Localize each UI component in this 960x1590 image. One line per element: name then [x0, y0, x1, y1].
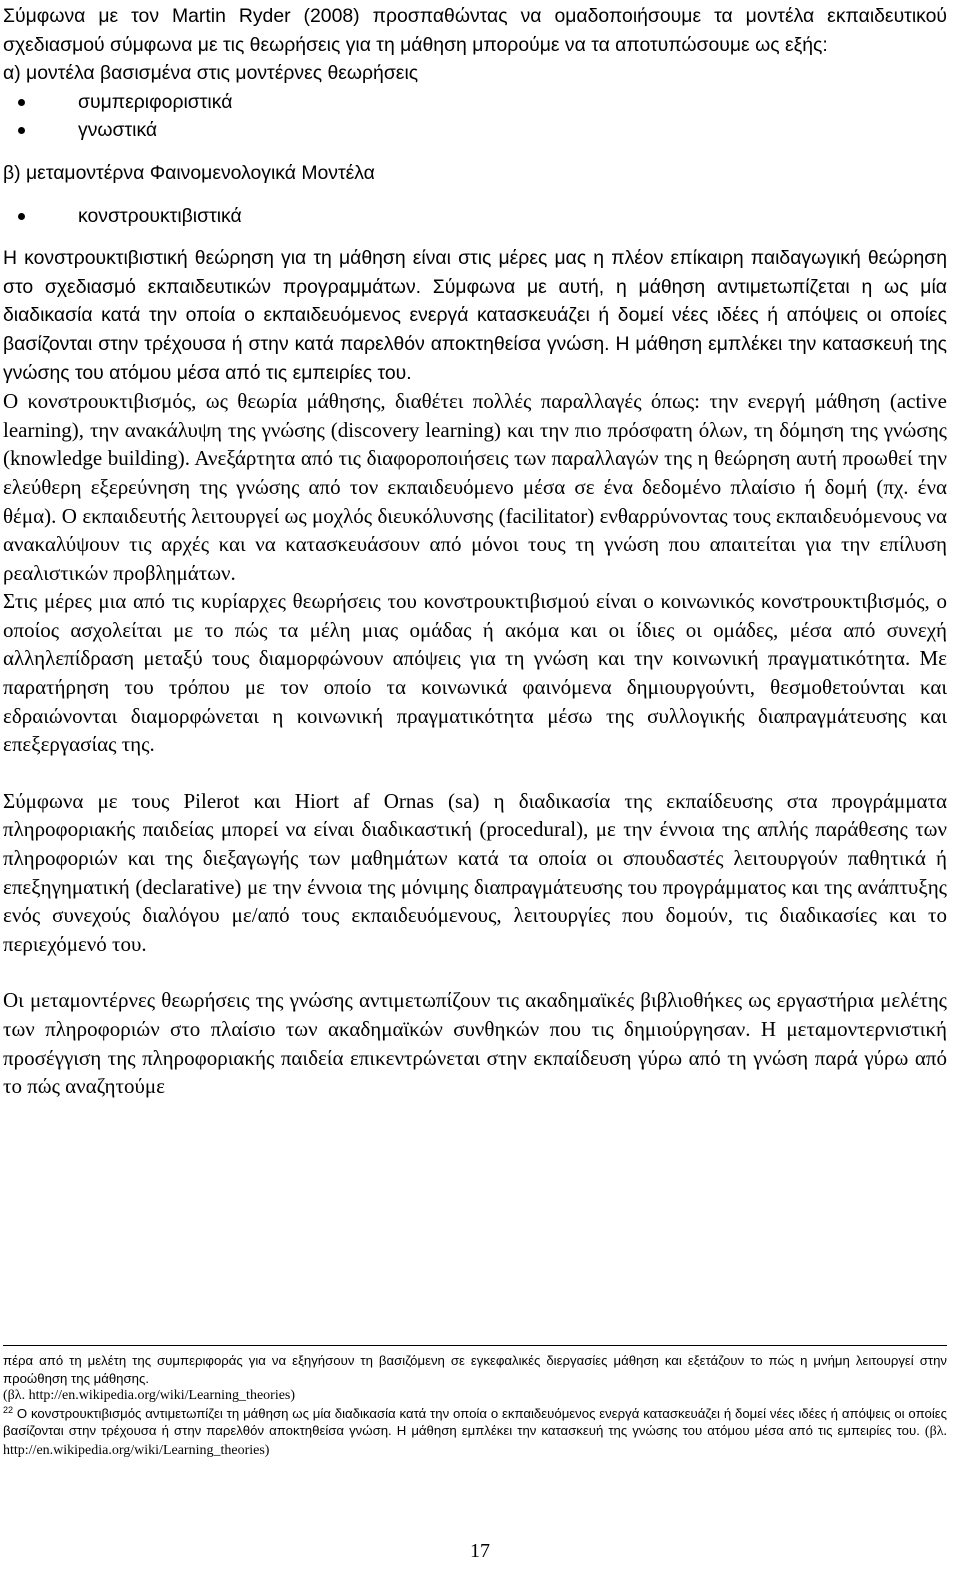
- bullet-icon: [18, 127, 25, 134]
- variations-paragraph: Ο κονστρουκτιβισμός, ως θεωρία μάθησης, διαθέτει πολλές παραλλαγές όπως: την ενεργή μάθηση (active learning), την ανακάλυψη της γνώσης (discovery learning) και την πιο πρόσφατη όλων, τη δόμηση της γνώσης (knowledge building). Ανεξάρτητα από τις διαφοροποιήσεις των παραλλαγών της η θεώρηση αυτή προωθεί την ελεύθερη εξερεύνηση της γνώσης από τον εκπαιδευόμενο μέσα σε ένα δεδομένο πλαίσιο ή δομή (πχ. ένα θέμα). Ο εκπαιδευτής λειτουργεί ως μοχλός διευκόλυνσης (facilitator) ενθαρρύνοντας τους εκπαιδευόμενους να ανακαλύψουν τις αρχές και να κατασκευάσουν από μόνοι τους τη γνώση που απαιτείται για την επίλυση ρεαλιστικών προβλημάτων.: [3, 389, 947, 585]
- page-number: 17: [470, 1540, 490, 1562]
- model-group-a-heading: α) μοντέλα βασισμένα στις μοντέρνες θεωρήσεις: [3, 62, 419, 85]
- model-group-b-heading: β) μεταμοντέρνα Φαινομενολογικά Μοντέλα: [3, 161, 375, 184]
- bullet-icon: [18, 99, 25, 106]
- footnote-number: 22: [3, 1404, 14, 1415]
- pilerot-paragraph: Σύμφωνα με τους Pilerot και Hiort af Ornas (sa) η διαδικασία της εκπαίδευσης στα προγράμματα πληροφοριακής παιδείας μπορεί να είναι διαδικαστική (procedural), με την έννοια της απλής παράθεσης των πληροφοριών και της διεξαγωγής των μαθημάτων κατά τα οποία οι σπουδαστές λειτουργούν παθητικά ή επεξηγηματική (declarative) με την έννοια της μόνιμης διαπραγμάτευσης του προγράμματος και της ανάπτυξης ενός συνεχούς διαλόγου με/από τους εκπαιδευόμενους, λειτουργίες που δομούν, τις διαδικασίες και το περιεχόμενό του.: [3, 788, 947, 956]
- bullet-icon: [18, 213, 25, 220]
- footnote-divider: [3, 1345, 947, 1346]
- footnotes: [3, 1352, 947, 1459]
- constructivist-paragraph: Η κονστρουκτιβιστική θεώρηση για τη μάθηση είναι στις μέρες μας η πλέον επίκαιρη παιδαγωγική θεώρηση στο σχεδιασμό εκπαιδευτικών προγραμμάτων. Σύμφωνα με αυτή, η μάθηση αντιμετωπίζεται η ως μία διαδικασία κατά την οποία ο εκπαιδευόμενος ενεργά κατασκευάζει ή δομεί νέες ιδέες ή απόψεις οι οποίες βασίζονται στην τρέχουσα ή στην κατά παρελθόν αποκτηθείσα γνώση. Η μάθηση εμπλέκει την κατασκευή της γνώσης του ατόμου μέσα από τις εμπειρίες του.: [3, 247, 947, 384]
- list-item: κονστρουκτιβιστικά: [3, 202, 947, 231]
- postmodern-paragraph: Οι μεταμοντέρνες θεωρήσεις της γνώσης αντιμετωπίζουν τις ακαδημαϊκές βιβλιοθήκες ως εργαστήρια μελέτης των πληροφοριών στο πλαίσιο των ακαδημαϊκών συνθηκών που τις δημιούργησαν. Η μεταμοντερνιστική προσέγγιση της πληροφοριακής παιδεία επικεντρώνεται στην εκπαίδευση γύρω από τη γνώση παρά γύρω από το πώς αναζητούμε: [3, 988, 947, 1099]
- footnote-continuation: πέρα από τη μελέτη της συμπεριφοράς για να εξηγήσουν τη βασιζόμενη σε εγκεφαλικές διεργασίες μάθηση και εξετάζουν το πώς η μνήμη λειτουργεί στην προώθηση της μάθησης.: [3, 1353, 947, 1386]
- intro-paragraph: Σύμφωνα με τον Martin Ryder (2008) προσπαθώντας να ομαδοποιήσουμε τα μοντέλα εκπαιδευτικού σχεδιασμού σύμφωνα με τις θεωρήσεις για τη μάθηση μπορούμε να τα αποτυπώσουμε ως εξής:: [3, 5, 947, 56]
- model-group-a-list: [3, 88, 947, 145]
- list-item: γνωστικά: [3, 116, 947, 145]
- body-text: [3, 2, 947, 1101]
- social-constructivism-paragraph: Στις μέρες μια από τις κυρίαρχες θεωρήσεις του κονστρουκτιβισμού είναι ο κοινωνικός κονστρουκτιβισμός, ο οποίος ασχολείται με το πώς τα μέλη μιας ομάδας ή ακόμα και οι ίδιες οι ομάδες, μέσα από συνεχή αλληλεπίδραση μεταξύ τους διαμορφώνουν απόψεις για τη γνώση και την κοινωνική πραγματικότητα. Με παρατήρηση του τρόπου με τον οποίο τα κοινωνικά φαινόμενα δημιουργούντι, θεσμοθετούνται και εδραιώνονται διαμορφώνεται η κοινωνική πραγματικότητα μέσω της συλλογικής διαπραγμάτευσης και επεξεργασίας της.: [3, 589, 947, 757]
- footnote-continuation-reference: (βλ. http://en.wikipedia.org/wiki/Learning_theories): [3, 1388, 296, 1403]
- model-group-b-list: [3, 202, 947, 231]
- list-item: συμπεριφοριστικά: [3, 88, 947, 117]
- footnote-22: $^{22}$ Ο κονστρουκτιβισμός αντιμετωπίζει τη μάθηση ως μία διαδικασία κατά την οποία ο εκπαιδευόμενος ενεργά κατασκευάζει ή δομεί νέες ιδέες ή απόψεις οι οποίες βασίζονται στην τρέχουσα ή στην παρελθόν αποκτηθείσα γνώση. Η μάθηση εμπλέκει την κατασκευή της γνώσης του ατόμου μέσα από τις εμπειρίες του. (βλ. http://en.wikipedia.org/wiki/Learning_theories): [3, 1404, 947, 1458]
- footnote-22-reference: (βλ. http://en.wikipedia.org/wiki/Learning_theories): [3, 1424, 947, 1458]
